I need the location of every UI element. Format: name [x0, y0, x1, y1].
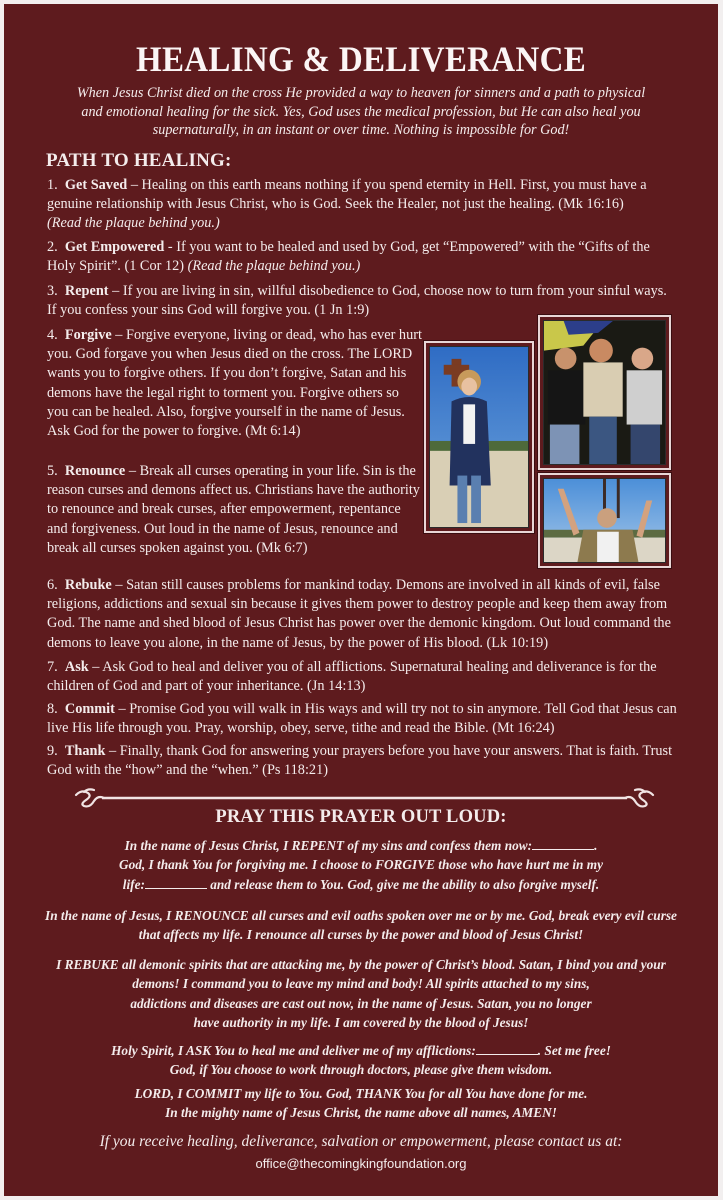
path-heading: PATH TO HEALING:	[46, 150, 232, 171]
prayer-heading: PRAY THIS PRAYER OUT LOUD:	[215, 807, 507, 827]
step-1	[47, 176, 679, 234]
step-name: Get Empowered	[64, 239, 165, 255]
step-note: (Read the plaque behind you.)	[47, 215, 220, 232]
step-separator: –	[114, 701, 130, 717]
photo-woman-cross-image	[430, 347, 528, 527]
prayer-text: .	[594, 838, 598, 853]
photo-man-arms-raised	[538, 473, 671, 568]
prayer-commit-thank	[44, 1084, 678, 1123]
step-text: If you want to be healed and used by God, get “Empowered” with the “Gifts of the Holy Spirit”. (1 Cor 12)	[47, 239, 650, 275]
step-number: 8.	[47, 701, 58, 717]
step-name: Thank	[64, 743, 106, 759]
step-number: 2.	[47, 239, 58, 255]
prayer-text: In the name of Jesus Christ, I REPENT of my sins and confess them now:	[124, 838, 533, 853]
step-separator: –	[88, 659, 103, 675]
prayer-text: God, if You choose to work through doctors, please give them wisdom.	[169, 1062, 553, 1078]
step-8	[47, 700, 679, 738]
step-separator: –	[111, 327, 127, 343]
step-separator: –	[125, 463, 140, 479]
prayer-text: I REBUKE all demonic spirits that are attacking me, by the power of Christ’s blood. Satan, I bind you and your demons! I command you to leave my mind and body! All spirits attached to my sins,	[56, 957, 666, 992]
photo-woman-cross	[424, 341, 534, 533]
contact-email-link[interactable]: office@thecomingkingfoundation.org	[255, 1156, 467, 1171]
step-6	[47, 576, 679, 653]
step-text: Healing on this earth means nothing if you spend eternity in Hell. First, you must have a genuine relationship with Jesus Christ, who is God. Seek the Healer, not just the healing. (Mk 16:16)	[47, 177, 647, 213]
prayer-text: God, I thank You for forgiving me. I choose to FORGIVE those who have hurt me in my	[118, 857, 604, 873]
step-number: 3.	[47, 283, 58, 299]
step-number: 7.	[47, 659, 58, 675]
step-number: 9.	[47, 743, 58, 759]
step-separator: –	[108, 283, 123, 299]
fill-in-blank	[145, 876, 207, 889]
step-text: Satan still causes problems for mankind today. Demons are involved in all kinds of evil, false religions, addictions and sexual sin because it gives them power to destroy people and keep them away from God. The name and shed blood of Jesus Christ has power over the demonic kingdom. Out loud command the demons to leave you alone, in the name of Jesus, by the power of His blood. (Lk 10:19)	[47, 577, 671, 651]
flyer-page	[4, 4, 718, 1196]
step-number: 4.	[47, 327, 58, 343]
step-text: Promise God you will walk in His ways and will try not to sin anymore. Tell God that Jesus can live His life through you. Pray, worship, obey, serve, tithe and read the Bible. (Mt 16:24)	[47, 701, 677, 737]
intro-paragraph: When Jesus Christ died on the cross He provided a way to heaven for sinners and a path to physical and emotional healing for the sick. Yes, God uses the medical profession, but He can also heal you supernaturally, in an instant or over time. Nothing is impossible for God!	[76, 85, 646, 139]
flourish-left-icon	[76, 789, 104, 806]
prayer-text: addictions and diseases are cast out now, in the name of Jesus. Satan, you no longer	[130, 995, 592, 1011]
contact-text: If you receive healing, deliverance, salvation or empowerment, please contact us at:	[99, 1133, 623, 1150]
prayer-ask	[44, 1041, 678, 1080]
step-text: If you are living in sin, willful disobedience to God, choose now to turn from your sinful ways. If you confess your sins God will forgive you. (1 Jn 1:9)	[47, 283, 667, 319]
step-2	[47, 238, 679, 276]
step-name: Repent	[64, 283, 109, 299]
step-separator: –	[111, 577, 127, 593]
step-number: 1.	[47, 177, 58, 193]
prayer-repent-forgive	[44, 836, 678, 894]
step-text: Finally, thank God for answering your prayers before you have your answers. That is faith. Trust God with the “how” and the “when.” (Ps 118:21)	[47, 743, 673, 779]
prayer-text: and release them to You. God, give me the ability to also forgive myself.	[206, 876, 600, 892]
prayer-rebuke	[44, 955, 678, 1032]
step-name: Rebuke	[64, 577, 112, 593]
step-text: Ask God to heal and deliver you of all afflictions. Supernatural healing and deliverance is for the children of God and part of your inheritance. (Jn 14:13)	[47, 659, 657, 695]
step-number: 5.	[47, 463, 58, 479]
prayer-text: Holy Spirit, I ASK You to heal me and deliver me of my afflictions:	[111, 1043, 476, 1058]
photo-three-men-image	[544, 321, 665, 464]
photo-man-arms-raised-image	[544, 479, 665, 562]
step-text: Forgive everyone, living or dead, who has ever hurt you. God forgave you when Jesus died on the cross. The LORD wants you to forgive others. If you don’t forgive, Satan and his demons have the legal right to torment you. Forgive others so you can be healed. Also, forgive yourself in the name of Jesus. Ask God for the power to forgive. (Mt 6:14)	[47, 327, 422, 440]
prayer-text: . Set me free!	[537, 1043, 611, 1058]
step-name: Commit	[64, 701, 115, 717]
prayer-text: In the mighty name of Jesus Christ, the name above all names, AMEN!	[165, 1105, 557, 1121]
step-separator: –	[127, 177, 142, 193]
fill-in-blank	[532, 837, 594, 850]
prayer-text: life:	[122, 876, 145, 892]
prayer-text: have authority in my life. I am covered by the blood of Jesus!	[193, 1014, 529, 1030]
step-4	[47, 326, 422, 441]
prayer-renounce: In the name of Jesus, I RENOUNCE all curses and evil oaths spoken over me or by me. God, break every evil curse that affects my life. I renounce all curses by the power and blood of Jesus Christ!	[45, 908, 677, 943]
step-text: Break all curses operating in your life. Sin is the reason curses and demons affect us. Christians have the authority to renounce and break curses, after empowerment, repentance and forgiveness. Out loud in the name of Jesus, renounce and break all curses spoken against you. (Mk 6:7)	[47, 463, 420, 556]
flourish-right-icon	[625, 789, 653, 806]
step-note: (Read the plaque behind you.)	[187, 258, 361, 275]
step-name: Renounce	[64, 463, 126, 479]
photo-three-men	[538, 315, 671, 470]
prayer-text: LORD, I COMMIT my life to You. God, THANK You for all You have done for me.	[134, 1086, 588, 1101]
step-separator: –	[105, 743, 120, 759]
step-number: 6.	[47, 577, 58, 593]
step-9	[47, 742, 679, 780]
step-separator: -	[164, 239, 177, 255]
fill-in-blank	[476, 1042, 538, 1055]
step-5	[47, 462, 422, 558]
step-name: Ask	[64, 659, 89, 675]
step-name: Forgive	[64, 327, 112, 343]
step-7	[47, 658, 679, 696]
page-title: HEALING & DELIVERANCE	[135, 40, 587, 80]
step-name: Get Saved	[64, 177, 128, 193]
